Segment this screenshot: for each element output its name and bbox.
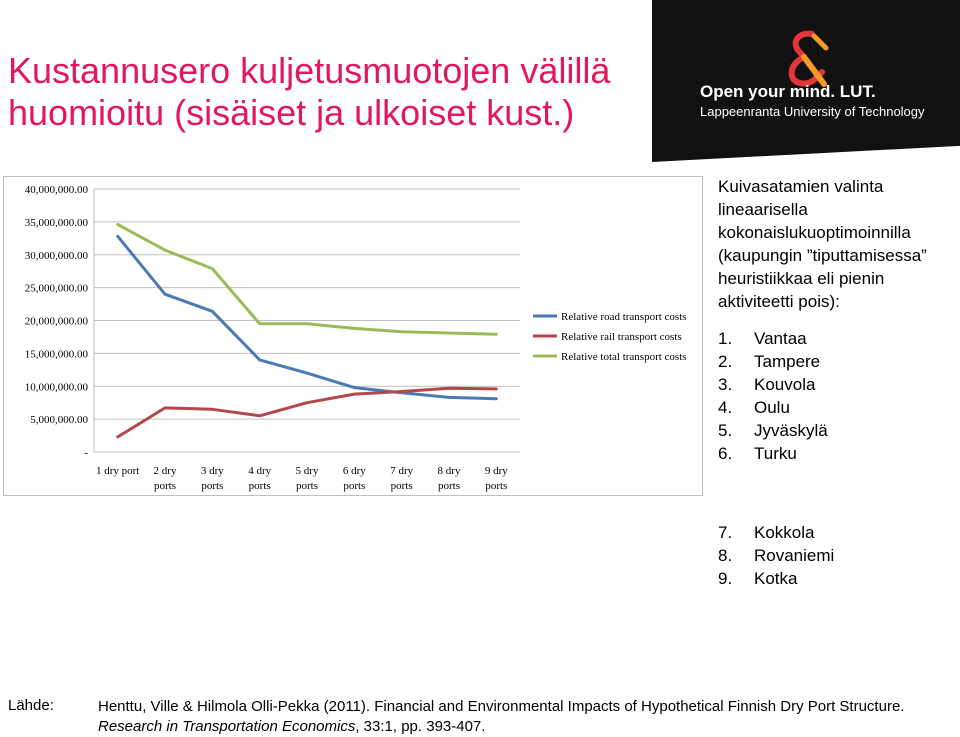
dry-port-rank: 7. — [718, 523, 733, 542]
logo-slogan: Open your mind. LUT. — [700, 82, 876, 101]
x-tick-label-line: 1 dry port — [95, 465, 140, 477]
x-tick-label-line: 4 dry — [248, 465, 272, 477]
x-tick-label-line: ports — [248, 480, 271, 492]
logo-university-name: Lappeenranta University of Technology — [700, 104, 925, 119]
lut-logo — [700, 20, 955, 130]
y-tick-label: 40,000,000.00 — [24, 184, 88, 196]
slide-title — [8, 50, 668, 134]
dry-port-city: Vantaa — [754, 329, 807, 348]
dry-port-list-first — [718, 327, 958, 465]
slide-title-line-1: Kustannusero kuljetusmuotojen välillä — [8, 50, 611, 91]
y-tick-label: 5,000,000.00 — [30, 414, 88, 427]
x-tick-label-line: ports — [296, 480, 318, 492]
dry-port-rank: 3. — [718, 375, 733, 394]
cost-chart-svg — [3, 176, 703, 496]
dry-port-city: Jyväskylä — [754, 421, 828, 440]
x-tick-label-line: ports — [390, 480, 413, 492]
dry-port-rank: 2. — [718, 352, 733, 371]
dry-port-item — [718, 567, 958, 590]
x-tick-label-line: ports — [154, 480, 176, 492]
x-tick-label-line: 7 dry — [390, 465, 414, 477]
x-tick-label — [96, 465, 139, 477]
y-tick-label: 20,000,000.00 — [24, 315, 88, 328]
y-tick-label: - — [84, 447, 88, 459]
x-tick-label-line: 6 dry — [342, 465, 366, 477]
citation-part-2: , 33:1, pp. 393-407. — [355, 718, 486, 735]
x-tick-label-line: ports — [201, 480, 224, 492]
x-tick-label-line: 3 dry — [200, 465, 224, 477]
legend-label: Relative total transport costs — [561, 351, 687, 363]
dry-port-city: Turku — [754, 444, 797, 463]
x-tick-label-line: ports — [438, 480, 460, 492]
source-label: Lähde: — [8, 697, 54, 714]
dry-port-city: Kouvola — [754, 375, 816, 394]
dry-port-item — [718, 350, 958, 373]
dry-port-item — [718, 419, 958, 442]
source-citation — [98, 697, 948, 737]
x-tick-label-line: 2 dry — [153, 465, 177, 477]
dry-port-item — [718, 396, 958, 419]
dry-port-item — [718, 442, 958, 465]
side-list-second — [718, 521, 958, 590]
dry-port-city: Oulu — [754, 398, 790, 417]
ampersand-logo-icon — [782, 30, 830, 88]
y-tick-label: 15,000,000.00 — [24, 348, 88, 361]
dry-port-rank: 1. — [718, 329, 733, 348]
dry-port-list-second — [718, 521, 958, 590]
dry-port-rank: 4. — [718, 398, 733, 417]
x-tick-label-line: 9 dry — [484, 465, 508, 477]
side-intro: Kuivasatamien valinta lineaarisella kokonaislukuoptimoinnilla (kaupungin ”tiputtamisessa” heuristiikkaa eli pienin aktiviteetti pois): — [718, 177, 927, 311]
x-tick-label-line: ports — [343, 480, 366, 492]
y-tick-label: 30,000,000.00 — [24, 249, 88, 262]
slide-title-line-2: huomioitu (sisäiset ja ulkoiset kust.) — [8, 92, 575, 133]
dry-port-item — [718, 327, 958, 350]
dry-port-rank: 6. — [718, 444, 733, 463]
x-tick-label-line: 5 dry — [295, 465, 319, 477]
dry-port-city: Tampere — [754, 352, 821, 371]
dry-port-item — [718, 544, 958, 567]
dry-port-city: Kotka — [754, 569, 798, 588]
dry-port-city: Kokkola — [754, 523, 815, 542]
x-tick-label-line: 8 dry — [437, 465, 461, 477]
cost-chart — [3, 176, 703, 496]
y-tick-label: 10,000,000.00 — [24, 381, 88, 394]
legend-label: Relative rail transport costs — [561, 331, 682, 343]
citation-journal: Research in Transportation Economics — [98, 718, 356, 735]
side-text — [718, 175, 958, 465]
dry-port-rank: 8. — [718, 546, 733, 565]
x-tick-label-line: ports — [485, 480, 508, 492]
dry-port-item — [718, 521, 958, 544]
y-tick-label: 25,000,000.00 — [24, 282, 88, 295]
legend-label: Relative road transport costs — [561, 311, 687, 323]
dry-port-item — [718, 373, 958, 396]
dry-port-rank: 9. — [718, 569, 733, 588]
dry-port-rank: 5. — [718, 421, 733, 440]
citation-part-1: Henttu, Ville & Hilmola Olli-Pekka (2011). Financial and Environmental Impacts of Hypothetical Finnish Dry Port Structure. — [98, 698, 905, 715]
dry-port-city: Rovaniemi — [754, 546, 835, 565]
y-tick-label: 35,000,000.00 — [24, 216, 88, 229]
